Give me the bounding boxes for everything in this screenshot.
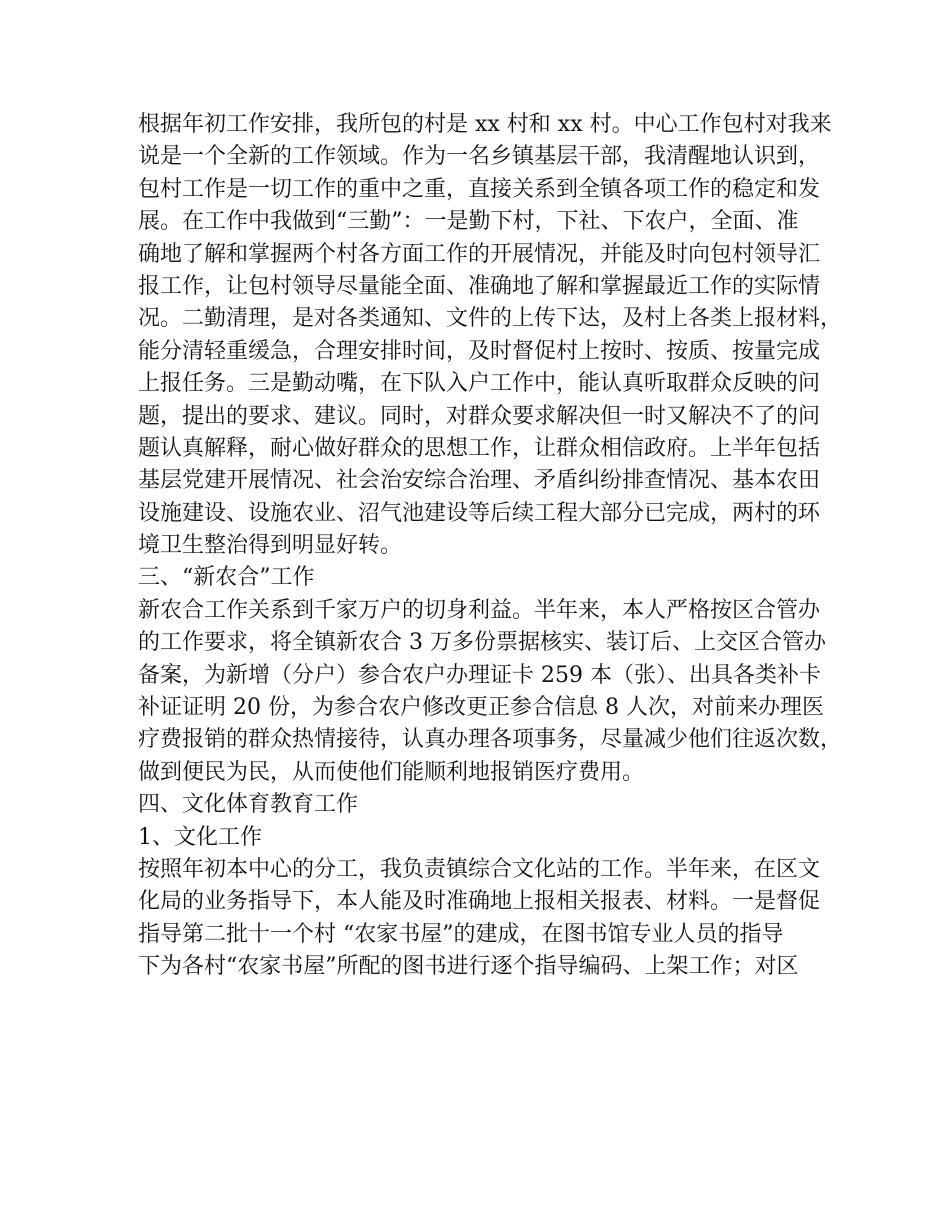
text-line: 确地了解和掌握两个村各方面工作的开展情况，并能及时向包村领导汇: [138, 241, 821, 267]
text-line: 的工作要求，将全镇新农合 3 万多份票据核实、装订后、上交区合管办: [138, 630, 826, 656]
text-line: 根据年初工作安排，我所包的村是 xx 村和 xx 村。中心工作包村对我来: [138, 112, 832, 137]
section-heading: 三、“新农合”工作: [138, 565, 315, 591]
text-line: 基层党建开展情况、社会治安综合治理、矛盾纠纷排查情况、基本农田: [138, 468, 821, 494]
text-line: 按照年初本中心的分工，我负责镇综合文化站的工作。半年来，在区文: [138, 856, 821, 882]
text-line: 新农合工作关系到千家万户的切身利益。半年来，本人严格按区合管办: [138, 597, 821, 623]
text-line: 包村工作是一切工作的重中之重，直接关系到全镇各项工作的稳定和发: [138, 176, 821, 202]
text-line: 指导第二批十一个村 “农家书屋”的建成，在图书馆专业人员的指导: [138, 921, 784, 947]
section-heading: 四、文化体育教育工作: [138, 792, 359, 818]
text-line: 上报任务。三是勤动嘴，在下队入户工作中，能认真听取群众反映的问: [138, 371, 821, 397]
text-line: 展。在工作中我做到“三勤”：一是勤下村，下社、下农户，全面、准: [138, 209, 799, 235]
text-line: 题，提出的要求、建议。同时，对群众要求解决但一时又解决不了的问: [138, 403, 821, 429]
text-line: 补证证明 20 份，为参合农户修改更正参合信息 8 人次，对前来办理医: [138, 695, 824, 721]
text-line: 疗费报销的群众热情接待，认真办理各项事务，尽量减少他们往返次数，: [138, 727, 843, 753]
text-line: 做到便民为民，从而使他们能顺利地报销医疗费用。: [138, 759, 645, 785]
text-line: 设施建设、设施农业、沼气池建设等后续工程大部分已完成，两村的环: [138, 500, 821, 526]
text-line: 备案，为新增（分户）参合农户办理证卡 259 本（张）、出具各类补卡: [138, 662, 821, 688]
document-body: [138, 109, 843, 984]
text-line: 说是一个全新的工作领域。作为一名乡镇基层干部，我清醒地认识到，: [138, 144, 821, 170]
text-line: 报工作，让包村领导尽量能全面、准确地了解和掌握最近工作的实际情: [138, 273, 821, 299]
subsection-heading: 1、文化工作: [138, 824, 262, 850]
text-line: 下为各村“农家书屋”所配的图书进行逐个指导编码、上架工作；对区: [138, 954, 799, 980]
text-line: 境卫生整治得到明显好转。: [138, 533, 403, 559]
text-line: 题认真解释，耐心做好群众的思想工作，让群众相信政府。上半年包括: [138, 435, 821, 461]
text-line: 化局的业务指导下，本人能及时准确地上报相关报表、材料。一是督促: [138, 889, 821, 915]
text-line: 能分清轻重缓急，合理安排时间，及时督促村上按时、按质、按量完成: [138, 338, 821, 364]
text-line: 况。二勤清理，是对各类通知、文件的上传下达，及村上各类上报材料，: [138, 306, 843, 332]
